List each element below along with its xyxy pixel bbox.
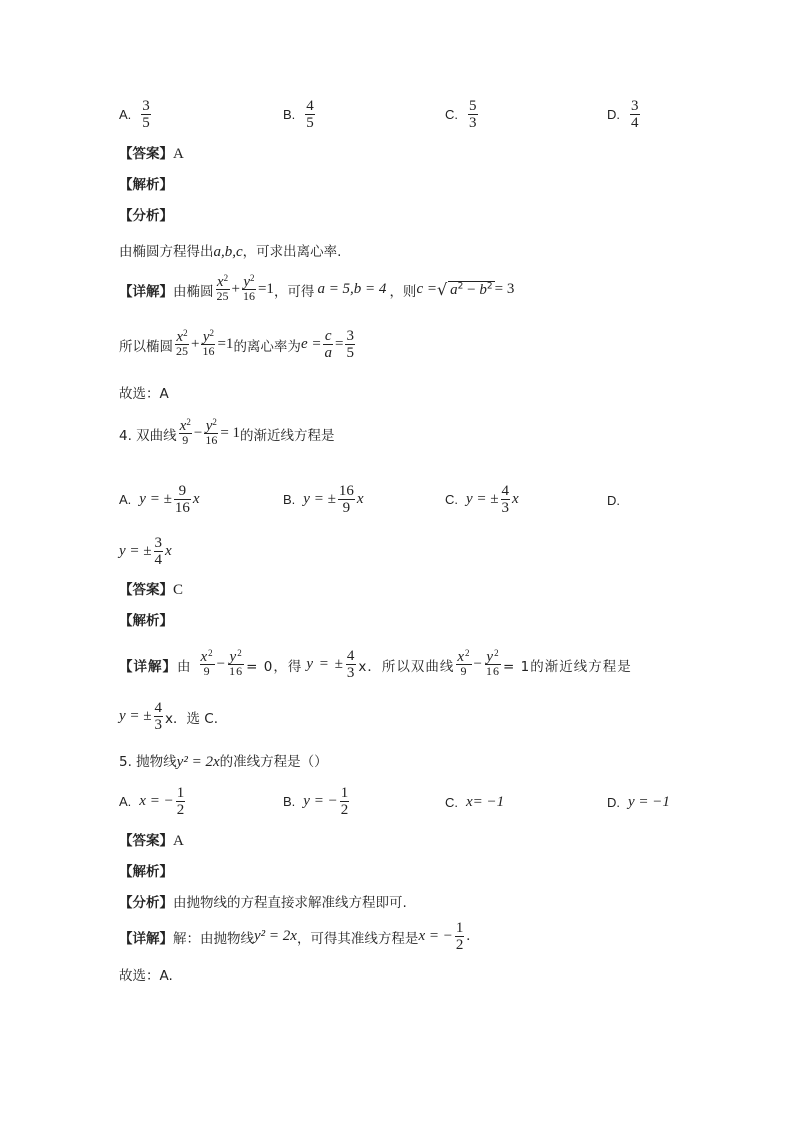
q3-option-d: D. $\frac{3}{4}$ — [607, 98, 639, 131]
q5-choose: 故选：A. — [119, 968, 173, 984]
fraction: $\frac{3}{5}$ — [142, 98, 150, 131]
q4-analysis-heading: 【解析】 — [119, 613, 173, 629]
q3-option-c: C. $\frac{5}{3}$ — [445, 98, 477, 131]
q5-analysis-heading: 【解析】 — [119, 864, 173, 880]
q4-option-a: A. y = ± $\frac{9}{16}$ x — [119, 483, 200, 516]
q3-analysis-heading: 【解析】 — [119, 177, 173, 193]
q4-stem: 4. 双曲线 $\frac{x^2}{9}$ − $\frac{y^2}{16}$ = 1 的渐近线方程是 — [119, 417, 335, 447]
q5-fenxi: 【分析】由抛物线的方程直接求解准线方程即可. — [119, 895, 407, 911]
q3-detail: 【详解】 由椭圆 $\frac{x^2}{25}$ + $\frac{y^2}{16}$ =1 ，可得 a = 5,b = 4 ，则 c = √ $a^2 - b^2$ = 3 — [119, 273, 515, 303]
q4-answer: 【答案】C — [119, 582, 184, 598]
q3-choose: 故选：A — [119, 386, 169, 402]
q3-fenxi-text: 由椭圆方程得出a,b,c，可求出离心率. — [119, 244, 342, 260]
q4-detail: 【详解】 由 $\frac{x^2}{9}$ − $\frac{y^2}{16}$ = 0，得 y = ± $\frac{4}{3}$ x．所以双曲线 $\frac{x^2}{9}$ − $\frac{y^2}{16}$ = 1的渐近线方程是 — [119, 648, 632, 681]
q4-detail-end: y = ± $\frac{4}{3}$ x．选 C. — [119, 700, 219, 733]
q5-option-d: D. y = −1 — [607, 794, 670, 810]
q4-option-b: B. y = ± $\frac{16}{9}$ x — [283, 483, 364, 516]
q3-option-a: A. $\frac{3}{5}$ — [119, 98, 150, 131]
q5-option-b: B. y = − $\frac{1}{2}$ — [283, 785, 349, 818]
fraction: $\frac{5}{3}$ — [469, 98, 477, 131]
q5-option-a: A. x = − $\frac{1}{2}$ — [119, 785, 185, 818]
q3-eccentricity: 所以椭圆 $\frac{x^2}{25}$ + $\frac{y^2}{16}$ =1 的离心率为 e = $\frac{c}{a}$ = $\frac{3}{5}$ — [119, 328, 354, 361]
q5-answer: 【答案】A — [119, 833, 184, 849]
q4-option-d: y = ± $\frac{3}{4}$ x — [119, 535, 172, 568]
q4-option-d-label: D. — [607, 493, 620, 508]
fraction: $\frac{3}{4}$ — [631, 98, 639, 131]
q5-detail: 【详解】 解：由抛物线 y² = 2x ，可得其准线方程是 x = − $\frac{1}{2}$ . — [119, 920, 471, 953]
fraction: $\frac{4}{5}$ — [306, 98, 314, 131]
q5-option-c: C. x= −1 — [445, 794, 505, 810]
q4-option-c: C. y = ± $\frac{4}{3}$ x — [445, 483, 519, 516]
q5-stem: 5. 抛物线y² = 2x的准线方程是（） — [119, 754, 328, 770]
q3-fenxi-heading: 【分析】 — [119, 208, 173, 224]
q3-answer: 【答案】A — [119, 146, 184, 162]
q3-option-b: B. $\frac{4}{5}$ — [283, 98, 314, 131]
